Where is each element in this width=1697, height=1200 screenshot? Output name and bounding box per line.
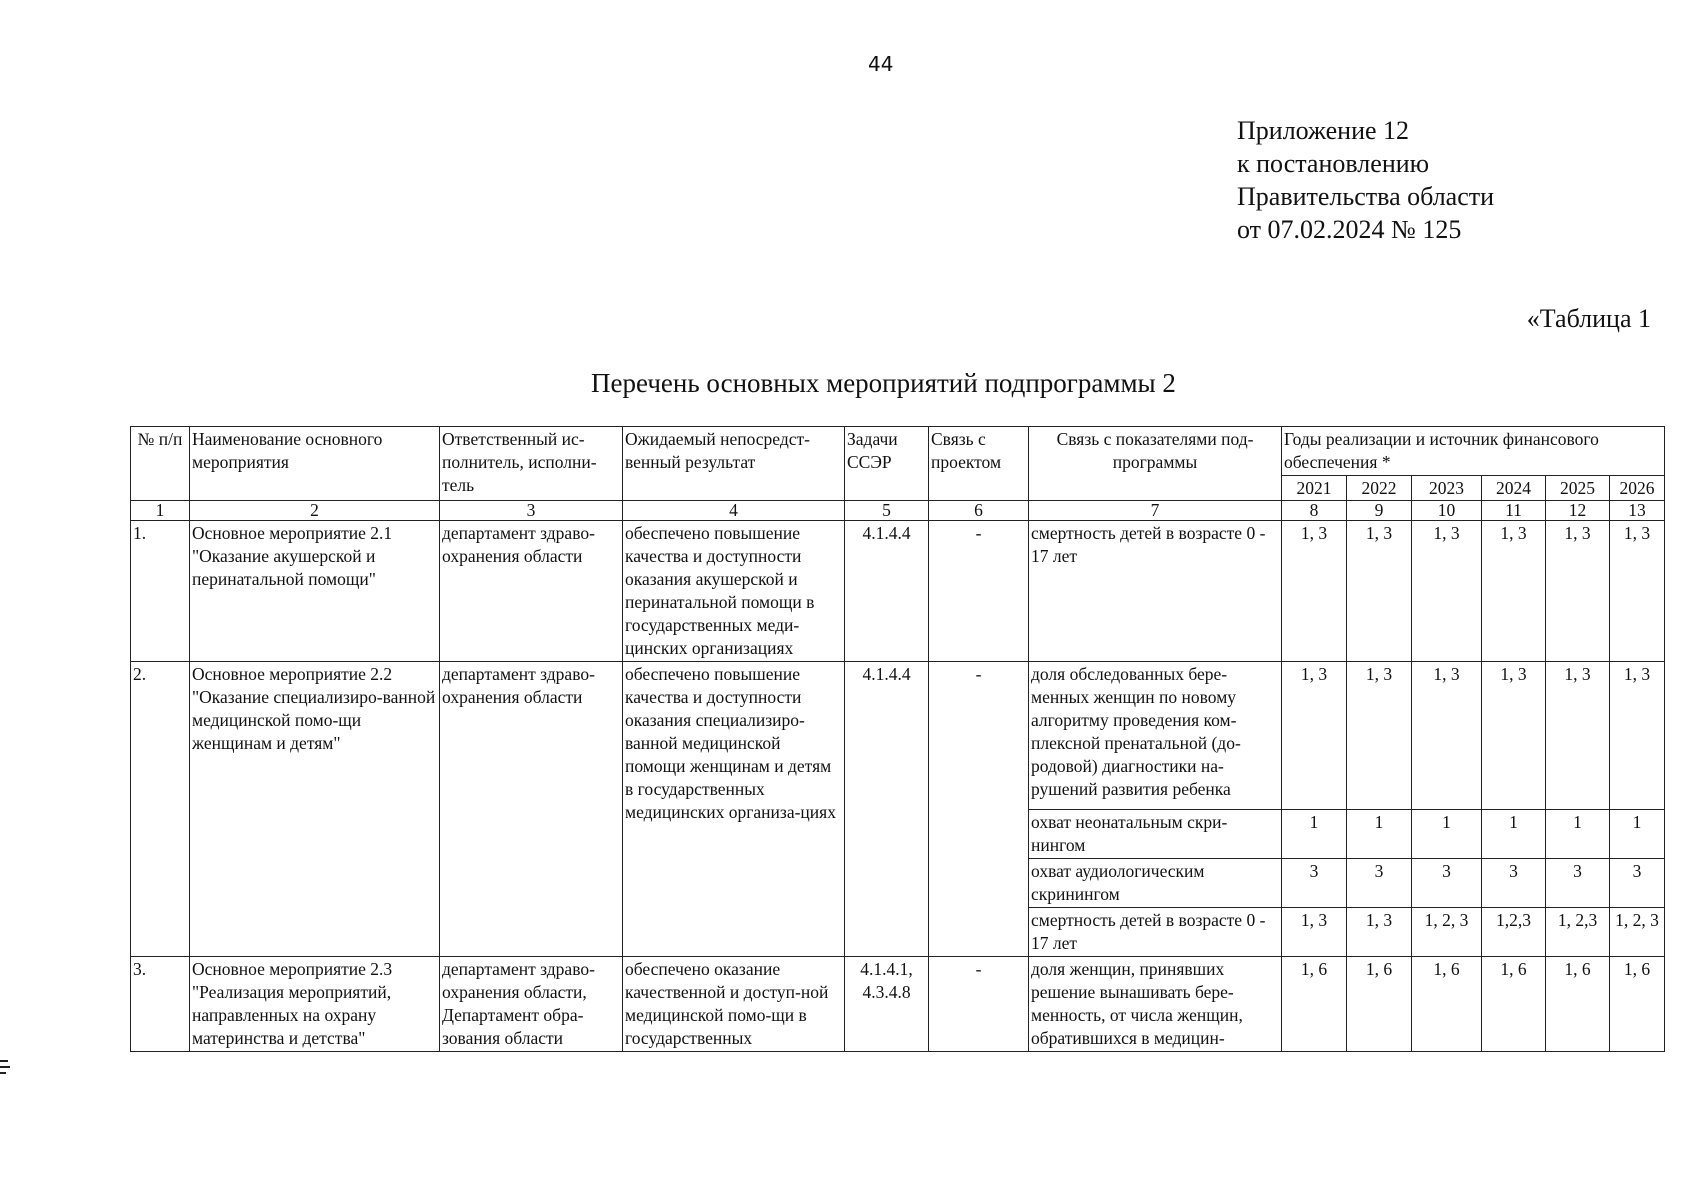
approval-line: к постановлению xyxy=(1237,149,1430,178)
cell-project: - xyxy=(929,662,1029,957)
cell-year-value: 1,2,3 xyxy=(1482,908,1546,957)
column-number: 8 xyxy=(1282,501,1347,521)
cell-num: 3. xyxy=(131,957,190,1052)
header-tasks: Задачи ССЭР xyxy=(845,427,929,501)
column-number: 11 xyxy=(1482,501,1546,521)
column-number: 10 xyxy=(1412,501,1482,521)
cell-year-value: 1 xyxy=(1412,810,1482,859)
header-year: 2022 xyxy=(1347,476,1412,501)
cell-executor: департамент здраво-охранения области, Департамент обра-зования области xyxy=(440,957,623,1052)
cell-indicator: доля женщин, принявших решение вынашивать бере-менность, от числа женщин, обратившихся в медицин- xyxy=(1029,957,1282,1052)
cell-year-value: 3 xyxy=(1546,859,1610,908)
header-indicators: Связь с показателями под-программы xyxy=(1029,427,1282,501)
column-numbers-row xyxy=(131,501,1665,521)
column-number: 2 xyxy=(190,501,440,521)
cell-year-value: 1 xyxy=(1546,810,1610,859)
column-number: 9 xyxy=(1347,501,1412,521)
cell-year-value: 1, 3 xyxy=(1610,521,1665,662)
cell-indicator: доля обследованных бере-менных женщин по новому алгоритму проведения ком-плексной пренатальной (до-родовой) диагностики на-рушений развития ребенка xyxy=(1029,662,1282,810)
cell-name: Основное мероприятие 2.2 "Оказание специализиро-ванной медицинской помо-щи женщинам и детям" xyxy=(190,662,440,957)
cell-year-value: 1, 3 xyxy=(1482,521,1546,662)
cell-year-value: 1, 6 xyxy=(1412,957,1482,1052)
scan-margin-marks xyxy=(0,1060,10,1078)
header-result: Ожидаемый непосредст-венный результат xyxy=(623,427,845,501)
cell-year-value: 1, 2, 3 xyxy=(1610,908,1665,957)
cell-year-value: 1, 6 xyxy=(1282,957,1347,1052)
column-number: 1 xyxy=(131,501,190,521)
cell-year-value: 1, 3 xyxy=(1546,662,1610,810)
cell-year-value: 3 xyxy=(1482,859,1546,908)
cell-year-value: 1, 3 xyxy=(1610,662,1665,810)
header-year: 2023 xyxy=(1412,476,1482,501)
header-year: 2025 xyxy=(1546,476,1610,501)
table-row xyxy=(131,521,1665,662)
cell-year-value: 1, 6 xyxy=(1546,957,1610,1052)
cell-year-value: 1 xyxy=(1610,810,1665,859)
approval-line: Правительства области xyxy=(1237,182,1495,211)
cell-tasks: 4.1.4.1, 4.3.4.8 xyxy=(845,957,929,1052)
cell-year-value: 1, 6 xyxy=(1610,957,1665,1052)
cell-year-value: 1, 3 xyxy=(1412,521,1482,662)
cell-year-value: 1, 3 xyxy=(1282,908,1347,957)
cell-year-value: 1, 3 xyxy=(1347,908,1412,957)
cell-year-value: 1, 3 xyxy=(1282,662,1347,810)
cell-project: - xyxy=(929,957,1029,1052)
column-number: 6 xyxy=(929,501,1029,521)
cell-year-value: 3 xyxy=(1347,859,1412,908)
cell-result: обеспечено оказание качественной и доступ-ной медицинской помо-щи в государственных xyxy=(623,957,845,1052)
cell-year-value: 1 xyxy=(1347,810,1412,859)
cell-year-value: 1 xyxy=(1282,810,1347,859)
cell-num: 2. xyxy=(131,662,190,957)
header-year: 2024 xyxy=(1482,476,1546,501)
document-title: Перечень основных мероприятий подпрограммы 2 xyxy=(591,368,1176,398)
cell-year-value: 1, 2,3 xyxy=(1546,908,1610,957)
cell-executor: департамент здраво-охранения области xyxy=(440,521,623,662)
cell-tasks: 4.1.4.4 xyxy=(845,662,929,957)
header-year: 2026 xyxy=(1610,476,1665,501)
column-number: 12 xyxy=(1546,501,1610,521)
header-num: № п/п xyxy=(131,427,190,501)
cell-year-value: 1, 3 xyxy=(1482,662,1546,810)
cell-indicator: охват аудиологическим скринингом xyxy=(1029,859,1282,908)
cell-result: обеспечено повышение качества и доступности оказания специализиро-ванной медицинской помощи женщинам и детям в государственных медицинских организа-циях xyxy=(623,662,845,957)
cell-indicator: охват неонатальным скри-нингом xyxy=(1029,810,1282,859)
cell-tasks: 4.1.4.4 xyxy=(845,521,929,662)
cell-result: обеспечено повышение качества и доступности оказания акушерской и перинатальной помощи в государственных меди-цинских организациях xyxy=(623,521,845,662)
cell-year-value: 3 xyxy=(1412,859,1482,908)
cell-indicator: смертность детей в возрасте 0 - 17 лет xyxy=(1029,908,1282,957)
column-number: 13 xyxy=(1610,501,1665,521)
cell-indicator: смертность детей в возрасте 0 - 17 лет xyxy=(1029,521,1282,662)
cell-year-value: 1, 3 xyxy=(1546,521,1610,662)
header-row xyxy=(131,427,1665,476)
page-number: 44 xyxy=(868,52,894,76)
cell-project: - xyxy=(929,521,1029,662)
header-year: 2021 xyxy=(1282,476,1347,501)
header-years-group: Годы реализации и источник финансового обеспечения * xyxy=(1282,427,1665,476)
table-body xyxy=(131,521,1665,1052)
approval-block xyxy=(1237,114,1494,246)
cell-year-value: 1, 6 xyxy=(1482,957,1546,1052)
approval-line: Приложение 12 xyxy=(1237,116,1410,145)
measures-table xyxy=(130,426,1665,1052)
cell-executor: департамент здраво-охранения области xyxy=(440,662,623,957)
column-number: 3 xyxy=(440,501,623,521)
cell-year-value: 1, 3 xyxy=(1347,521,1412,662)
cell-year-value: 1, 3 xyxy=(1347,662,1412,810)
column-number: 5 xyxy=(845,501,929,521)
table-row xyxy=(131,662,1665,810)
approval-line: от 07.02.2024 № 125 xyxy=(1237,215,1462,244)
cell-year-value: 3 xyxy=(1282,859,1347,908)
cell-num: 1. xyxy=(131,521,190,662)
cell-year-value: 1, 2, 3 xyxy=(1412,908,1482,957)
header-name: Наименование основного мероприятия xyxy=(190,427,440,501)
column-number: 7 xyxy=(1029,501,1282,521)
cell-year-value: 1 xyxy=(1482,810,1546,859)
cell-year-value: 1, 3 xyxy=(1412,662,1482,810)
cell-year-value: 3 xyxy=(1610,859,1665,908)
cell-year-value: 1, 3 xyxy=(1282,521,1347,662)
header-executor: Ответственный ис-полнитель, исполни-тель xyxy=(440,427,623,501)
table-row xyxy=(131,957,1665,1052)
cell-name: Основное мероприятие 2.3 "Реализация мероприятий, направленных на охрану материнства и детства" xyxy=(190,957,440,1052)
cell-year-value: 1, 6 xyxy=(1347,957,1412,1052)
header-project: Связь с проектом xyxy=(929,427,1029,501)
table-caption: «Таблица 1 xyxy=(1526,304,1651,333)
column-number: 4 xyxy=(623,501,845,521)
cell-name: Основное мероприятие 2.1 "Оказание акушерской и перинатальной помощи" xyxy=(190,521,440,662)
